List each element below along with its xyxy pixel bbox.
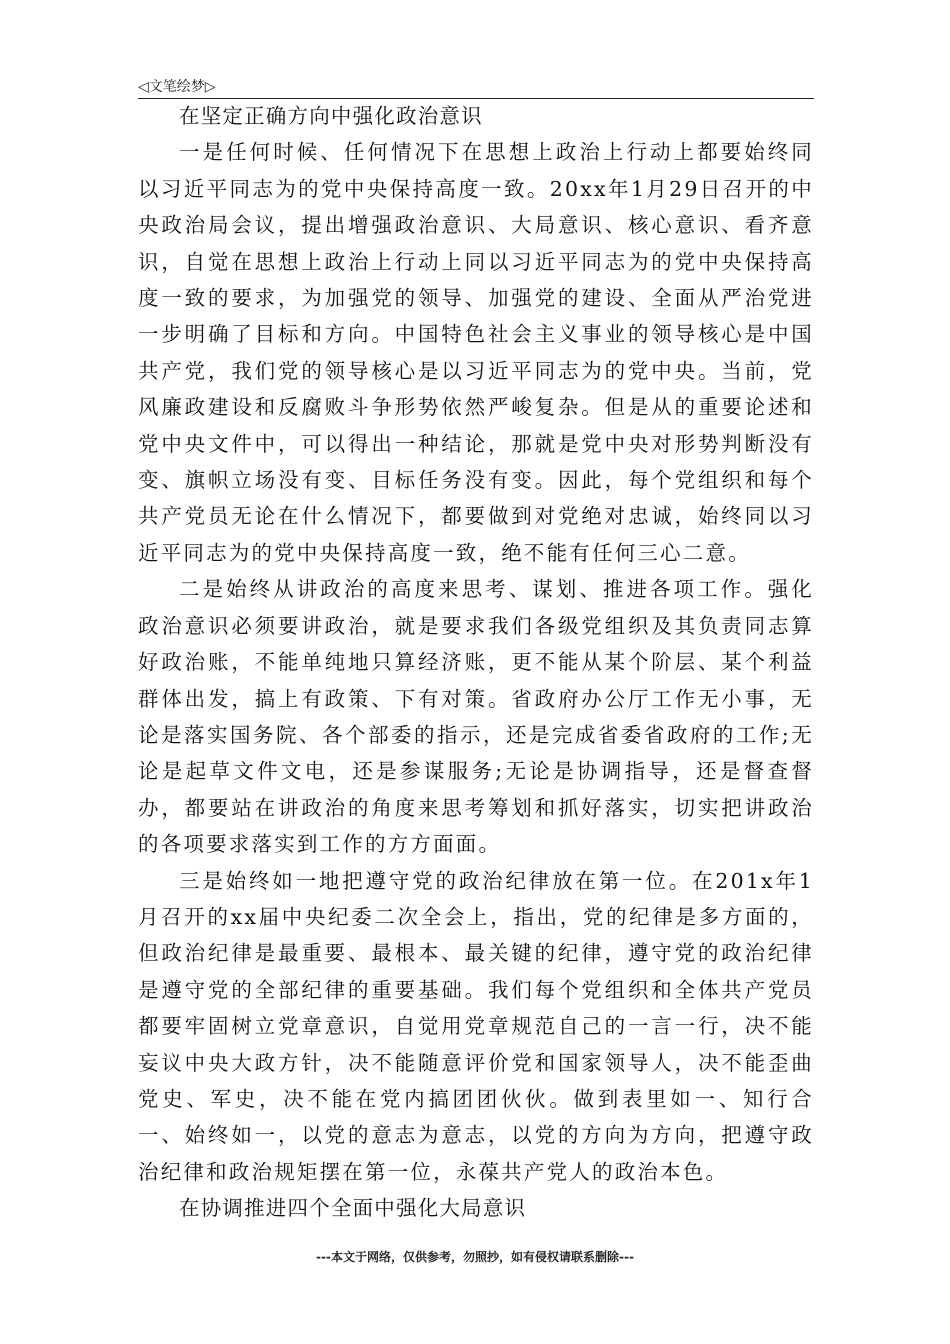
paragraph: 二是始终从讲政治的高度来思考、谋划、推进各项工作。强化政治意识必须要讲政治，就是要求我们各级党组织及其负责同志算好政治账，不能单纯地只算经济账，更不能从某个阶层、某个利益群体出发，搞上有政策、下有对策。省政府办公厅工作无小事，无论是落实国务院、各个部委的指示，还是完成省委省政府的工作;无论是起草文件文电，还是参谋服务;无论是协调指导，还是督查督办，都要站在讲政治的角度来思考筹划和抓好落实，切实把讲政治的各项要求落实到工作的方方面面。 [138,577,814,857]
page-header [138,72,814,99]
paragraph: 三是始终如一地把遵守党的政治纪律放在第一位。在201x年1月召开的xx届中央纪委二次全会上，指出，党的纪律是多方面的，但政治纪律是最重要、最根本、最关键的纪律，遵守党的政治纪律是遵守党的全部纪律的重要基础。我们每个党组织和全体共产党员都要牢固树立党章意识，自觉用党章规范自己的一言一行，决不能妄议中央大政方针，决不能随意评价党和国家领导人，决不能歪曲党史、军史，决不能在党内搞团团伙伙。做到表里如一、知行合一、始终如一，以党的意志为意志，以党的方向为方向，把遵守政治纪律和政治规矩摆在第一位，永葆共产党人的政治本色。 [138,868,814,1184]
section-heading: 在坚定正确方向中强化政治意识 [179,104,483,128]
document-body [138,98,814,1227]
page-footer: ---本文于网络，仅供参考，勿照抄，如有侵权请联系删除--- [316,1250,634,1264]
paragraph: 一是任何时候、任何情况下在思想上政治上行动上都要始终同以习近平同志为的党中央保持高度一致。20xx年1月29日召开的中央政治局会议，提出增强政治意识、大局意识、核心意识、看齐意识，自觉在思想上政治上行动上同以习近平同志为的党中央保持高度一致的要求，为加强党的领导、加强党的建设、全面从严治党进一步明确了目标和方向。中国特色社会主义事业的领导核心是中国共产党，我们党的领导核心是以习近平同志为的党中央。当前，党风廉政建设和反腐败斗争形势依然严峻复杂。但是从的重要论述和党中央文件中，可以得出一种结论，那就是党中央对形势判断没有变、旗帜立场没有变、目标任务没有变。因此，每个党组织和每个共产党员无论在什么情况下，都要做到对党绝对忠诚，始终同以习近平同志为的党中央保持高度一致，绝不能有任何三心二意。 [138,140,814,565]
section-heading: 在协调推进四个全面中强化大局意识 [179,1196,527,1221]
header-logo: ◁文笔绘梦▷ [138,79,216,95]
